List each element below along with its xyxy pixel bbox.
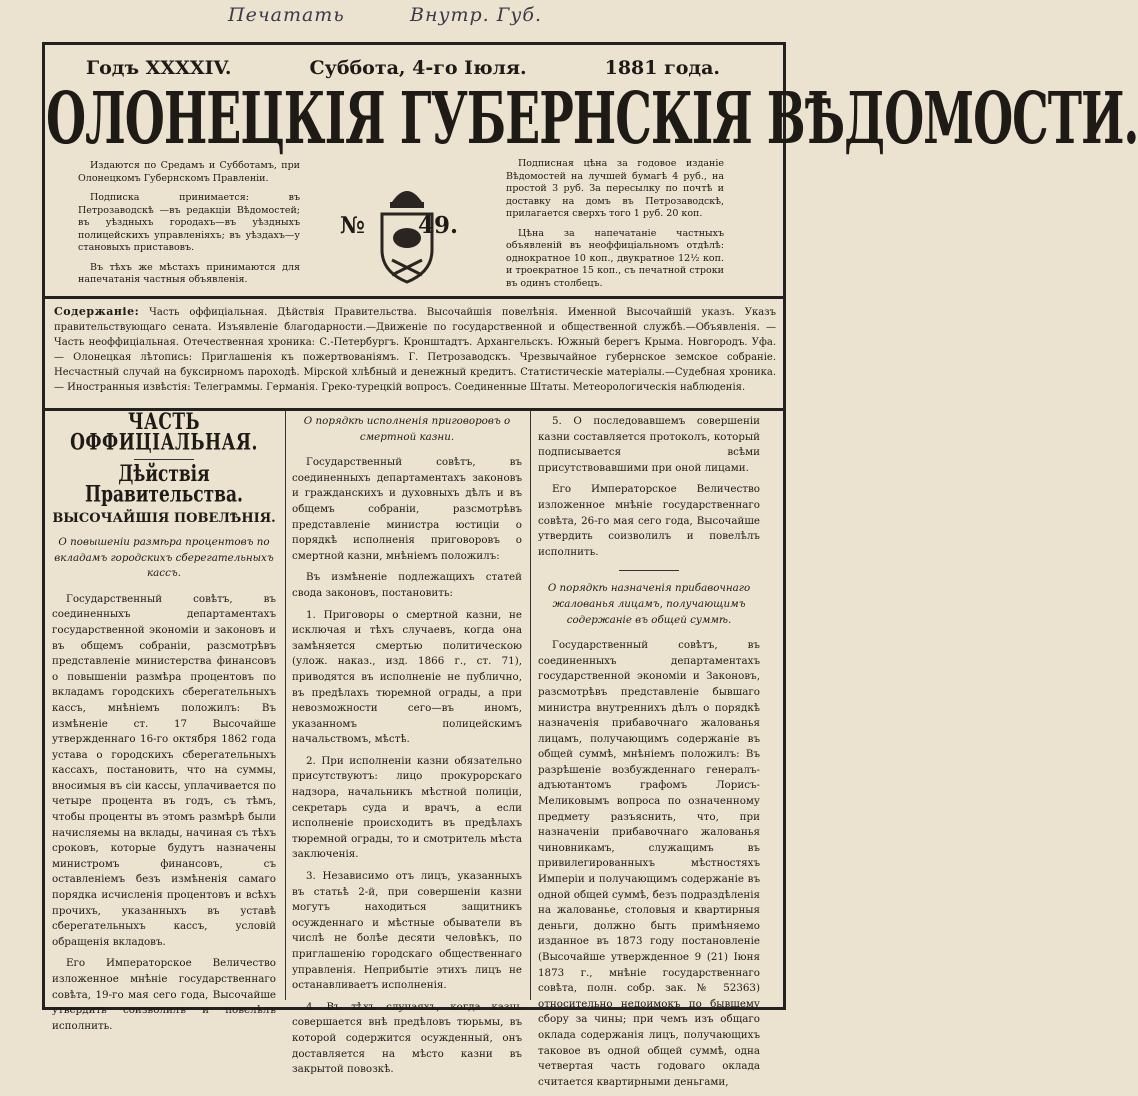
paragraph: Его Императорское Величество изложенное мнѣніе государственнаго совѣта, 19-го мая сего года, Высочайше утвердить соизволилъ и повелѣлъ исполнить. (52, 957, 276, 1032)
issue-year: 1881 года. (604, 57, 720, 79)
newspaper-title: ОЛОНЕЦКІЯ ГУБЕРНСКІЯ ВѢДОМОСТИ. (46, 76, 1138, 160)
info-right-1: Подписная цѣна за годовое изданіе Вѣдомостей на лучшей бумагѣ 4 руб., на простой 3 руб. За пересылку по почтѣ и доставку на домъ въ Петрозаводскѣ, прилагается сверхъ того 1 руб. 20 коп. (506, 158, 724, 219)
section-heading-official: ЧАСТЬ ОФФИЦІАЛЬНАЯ. (70, 409, 258, 456)
column-3 (538, 414, 760, 1096)
article-subtitle: О порядкѣ назначенія прибавочнаго жалованья лицамъ, получающимъ содержаніе въ общей суммѣ. (547, 582, 751, 626)
column-divider-1 (285, 410, 286, 1000)
issue-number-label: № (340, 212, 365, 239)
paragraph: 3. Независимо отъ лицъ, указанныхъ въ статьѣ 2-й, при совершеніи казни могутъ находиться защитникъ осужденнаго и мѣстные обыватели въ числѣ не болѣе десяти человѣкъ, по приглашенію городскаго общественнаго управленія. Неприбытіе этихъ лицъ не останавливаетъ исполненія. (292, 870, 522, 992)
article-subtitle: О повышеніи размѣра процентовъ по вкладамъ городскихъ сберегательныхъ кассъ. (54, 535, 274, 580)
paragraph: 2. При исполненіи казни обязательно присутствуютъ: лицо прокурорскаго надзора, начальникъ мѣстной полиціи, секретарь суда и врачъ, а если исполненіе происходитъ въ предѣлахъ тюремной ограды, то и смотритель мѣста заключенія. (292, 754, 522, 861)
paragraph: Его Императорское Величество изложенное мнѣніе государственнаго совѣта, 26-го мая сего года, Высочайше утвердить соизволилъ и повелѣлъ исполнить. (538, 483, 760, 558)
column-1 (52, 409, 276, 1040)
subscription-info-left (78, 160, 300, 294)
section-heading-actions: Дѣйствія Правительства. (85, 461, 243, 508)
paragraph: Государственный совѣтъ, въ соединенныхъ департаментахъ государственной экономіи и законовъ и въ общемъ собраніи, разсмотрѣвъ представленіе министерства финансовъ о повышеніи размѣра процентовъ по вкладамъ городскихъ сберегательныхъ кассъ, мнѣніемъ положилъ: Въ измѣненіе ст. 17 Высочайше утвержденнаго 16-го октября 1862 года устава о городскихъ сберегательныхъ кассахъ, постановить, что на суммы, вносимыя въ сіи кассы, уплачивается по четыре процента въ годъ, съ тѣмъ, чтобы проценты въ этомъ размѣрѣ были начисляемы на вклады, начиная съ тѣхъ сроковъ, которые будутъ назначены министромъ финансовъ, съ оставленіемъ безъ измѣненія самаго порядка исчисленія процентовъ и всѣхъ прочихъ, указанныхъ въ уставѣ сберегательныхъ кассъ, условій обращенія вкладовъ. (52, 592, 276, 948)
section-heading-orders: ВЫСОЧАЙШІЯ ПОВЕЛѢНІЯ. (52, 511, 276, 527)
paragraph: 4. Въ тѣхъ случаяхъ, когда казнь совершается внѣ предѣловъ тюрьмы, въ которой содержится осужденный, онъ доставляется на мѣсто казни въ закрытой повозкѣ. (292, 1000, 522, 1076)
contents-label: Содержаніе: (54, 305, 140, 318)
issue-number: 49. (418, 212, 459, 239)
paragraph: Въ измѣненіе подлежащихъ статей свода законовъ, постановить: (292, 571, 522, 599)
info-left-3: Въ тѣхъ же мѣстахъ принимаются для напечатанія частныя объявленія. (78, 261, 300, 285)
handwritten-note-left: Печатать (228, 4, 345, 26)
info-left-1: Издаются по Средамъ и Субботамъ, при Олонецкомъ Губернскомъ Правленіи. (78, 160, 300, 184)
subscription-info-right (506, 158, 724, 297)
year-volume: Годъ XXXXIV. (86, 57, 232, 79)
issue-date: Суббота, 4-го Іюля. (309, 57, 527, 79)
info-right-2: Цѣна за напечатаніе частныхъ объявленій въ неоффиціальномъ отдѣлѣ: однократное 10 коп., двукратное 12½ коп. и троекратное 15 коп., съ печатной строки въ одинъ столбецъ. (506, 227, 724, 289)
column-divider-2 (530, 410, 531, 1000)
paragraph: 1. Приговоры о смертной казни, не исключая и тѣхъ случаевъ, когда она замѣняется смертью политическою (улож. наказ., изд. 1866 г., ст. 71), приводятся въ исполненіе не публично, въ предѣлахъ тюремной ограды, а при невозможности сего—въ иномъ, указанномъ полицейскимъ начальствомъ, мѣстѣ. (292, 608, 522, 746)
contents-text: Часть оффиціальная. Дѣйствія Правительства. Высочайшія повелѣнія. Именной Высочайшій указъ. Указъ правительствующаго сената. Изъявленіе благодарности.—Движеніе по государственной и общественной службѣ.—Объявленія. — Часть неоффиціальная. Отечественная хроника: С.-Петербургъ. Кронштадтъ. Архангельскъ. Южный берегъ Крыма. Новгородъ. Уфа. — Олонецкая лѣтопись: Приглашенія къ пожертвованіямъ. Г. Петрозаводскъ. Чрезвычайное губернское земское собраніе. Несчастный случай на буксирномъ пароходѣ. Мірской хлѣбный и денежный кредитъ. Статистическіе матеріалы.—Судебная хроника. — Иностранныя извѣстія: Телеграммы. Германія. Греко-турецкій вопросъ. Соединенные Штаты. Метеорологическія наблюденія. (54, 307, 776, 393)
table-of-contents (54, 304, 776, 395)
divider (619, 570, 679, 571)
handwritten-note-right: Внутр. Губ. (410, 4, 542, 26)
divider (134, 459, 194, 460)
article-subtitle: О порядкѣ исполненія приговоровъ о смертной казни. (303, 415, 511, 443)
column-2 (292, 414, 522, 1084)
paragraph: Государственный совѣтъ, въ соединенныхъ департаментахъ законовъ и гражданскихъ и духовныхъ дѣлъ и въ общемъ собраніи, разсмотрѣвъ представленіе министра юстиціи о порядкѣ исполненія приговоровъ о смертной казни, мнѣніемъ положилъ: (292, 456, 522, 562)
paragraph: 5. О последовавшемъ совершеніи казни составляется протоколъ, который подписывается всѣми присутствовавшими при оной лицами. (538, 415, 760, 474)
contents-top-rule (42, 296, 786, 299)
paragraph: Государственный совѣтъ, въ соединенныхъ департаментахъ государственной экономіи и Законовъ, разсмотрѣвъ представленіе бывшаго министра внутреннихъ дѣлъ о порядкѣ назначенія прибавочнаго жалованья лицамъ, получающимъ содержаніе въ общей суммѣ, мнѣніемъ положилъ: Въ разрѣшеніе возбужденнаго генералъ-адъютантомъ графомъ Лорисъ-Меликовымъ вопроса по означенному предмету разъяснить, что, при назначеніи прибавочнаго жалованья чиновникамъ, служащимъ въ привилегированныхъ мѣстностяхъ Имперіи и получающимъ содержаніе въ одной общей суммѣ, безъ подраздѣленія на жалованье, столовыя и квартирныя деньги, должно быть примѣняемо изданное въ 1873 году постановленіе (Высочайше утвержденное 9 (21) Іюня 1873 г., мнѣніе государственнаго совѣта, полн. собр. зак. № 52363) относительно недоимокъ по бывшему сбору за чины; при чемъ изъ общаго оклада содержанія лицъ, получающихъ таковое въ одной общей суммѣ, одна четвертая часть годоваго оклада считается квартирными деньгами, (538, 639, 760, 1088)
info-left-2: Подписка принимается: въ Петрозаводскѣ —въ редакціи Вѣдомостей; въ уѣздныхъ городахъ—въ уѣздныхъ полицейскихъ управленіяхъ; въ уѣздахъ—у становыхъ приставовъ. (78, 192, 300, 253)
